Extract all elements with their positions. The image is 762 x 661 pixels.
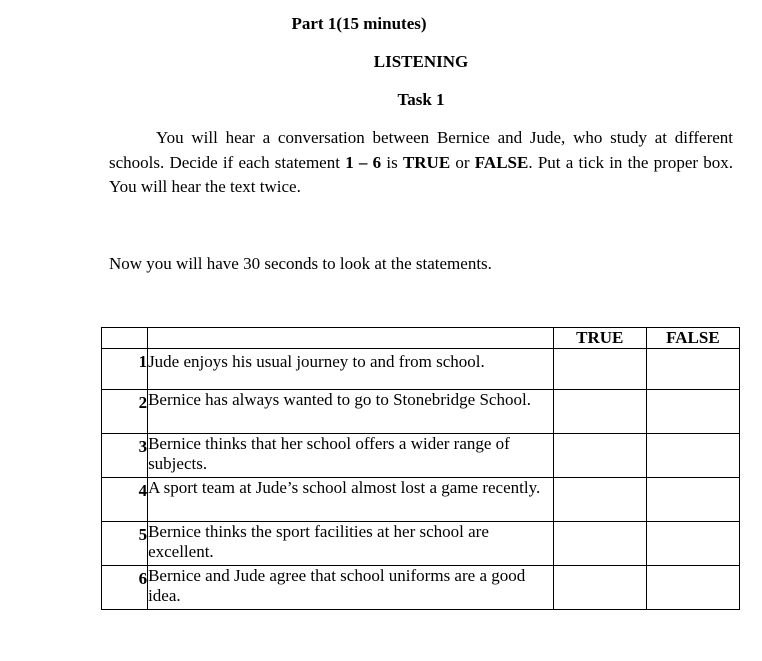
table-row [102,390,740,434]
table-row [102,434,740,478]
statement-text: A sport team at Jude’s school almost lost a game recently. [148,478,554,522]
table-row [102,478,740,522]
statement-text: Bernice and Jude agree that school uniforms are a good idea. [148,566,554,610]
row-number: 2 [102,390,148,434]
instructions-text-2: is [381,152,403,172]
table-header-row [102,328,740,349]
true-tick-box[interactable] [553,434,646,478]
row-number: 3 [102,434,148,478]
false-word: FALSE [474,152,529,172]
false-tick-box[interactable] [646,434,739,478]
true-word: TRUE [402,152,451,172]
false-tick-box[interactable] [646,522,739,566]
task-title: Task 1 [397,90,445,109]
instructions-paragraph [109,126,733,200]
false-tick-box[interactable] [646,566,739,610]
row-number: 5 [102,522,148,566]
table-row [102,566,740,610]
false-tick-box[interactable] [646,349,739,390]
statement-text: Bernice has always wanted to go to Stonebridge School. [148,390,554,434]
preparation-note: Now you will have 30 seconds to look at the statements. [109,254,492,273]
true-tick-box[interactable] [553,566,646,610]
false-tick-box[interactable] [646,478,739,522]
header-false: FALSE [646,328,739,349]
row-number: 6 [102,566,148,610]
statement-range: 1 – 6 [345,152,382,172]
statements-table [101,327,740,610]
true-tick-box[interactable] [553,522,646,566]
instructions-text-3: or [450,152,475,172]
row-number: 1 [102,349,148,390]
true-tick-box[interactable] [553,390,646,434]
statement-text: Bernice thinks that her school offers a wider range of subjects. [148,434,554,478]
part-title: Part 1(15 minutes) [291,14,427,33]
table-row [102,349,740,390]
header-true: TRUE [553,328,646,349]
statement-text: Jude enjoys his usual journey to and from school. [148,349,554,390]
row-number: 4 [102,478,148,522]
instructions-text-1: You will hear a conversation between Bernice and Jude, who study at different schools. Decide if each statement [109,128,733,172]
statement-text: Bernice thinks the sport facilities at her school are excellent. [148,522,554,566]
false-tick-box[interactable] [646,390,739,434]
true-tick-box[interactable] [553,349,646,390]
instructions-text-4: . Put a tick in the proper box. You will hear the text twice. [109,152,733,196]
section-title: LISTENING [373,52,469,71]
header-statement [148,328,554,349]
table-row [102,522,740,566]
header-number [102,328,148,349]
true-tick-box[interactable] [553,478,646,522]
